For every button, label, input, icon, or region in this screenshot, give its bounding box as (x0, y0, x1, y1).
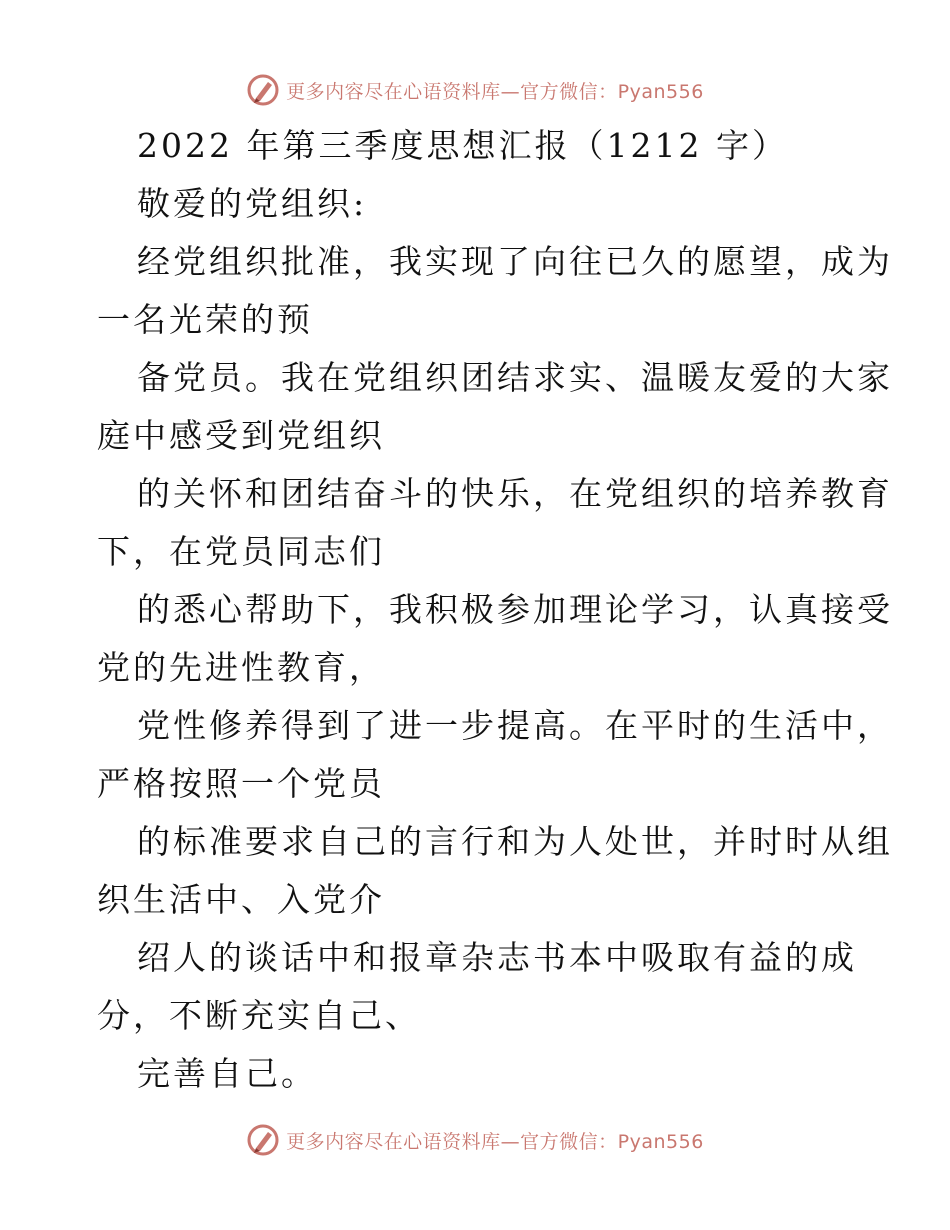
text-line: 严格按照一个党员 (97, 764, 385, 803)
document-body (97, 117, 893, 1103)
banner-text: 更多内容尽在心语资料库—官方微信：Pyan556 (286, 80, 704, 103)
header-banner (0, 70, 950, 110)
greeting: 敬爱的党组织: (137, 184, 368, 223)
pen-logo-icon (246, 73, 280, 107)
text-line: 庭中感受到党组织 (97, 416, 385, 455)
text-line: 备党员。我在党组织团结求实、温暖友爱的大家 (137, 358, 893, 397)
text-line: 经党组织批准，我实现了向往已久的愿望，成为 (137, 242, 893, 281)
text-line: 下，在党员同志们 (97, 532, 385, 571)
text-line: 完善自己。 (137, 1054, 317, 1093)
text-line: 织生活中、入党介 (97, 880, 385, 919)
text-line: 绍人的谈话中和报章杂志书本中吸取有益的成 (137, 938, 857, 977)
paragraph (97, 233, 893, 1103)
text-line: 的关怀和团结奋斗的快乐，在党组织的培养教育 (137, 474, 893, 513)
footer-banner (0, 1120, 950, 1160)
text-line: 分，不断充实自己、 (97, 996, 421, 1035)
pen-logo-icon (246, 1123, 280, 1157)
text-line: 的悉心帮助下，我积极参加理论学习，认真接受 (137, 590, 893, 629)
document-title: 2022 年第三季度思想汇报（1212 字） (137, 126, 788, 165)
text-line: 党性修养得到了进一步提高。在平时的生活中， (137, 706, 893, 745)
text-line: 的标准要求自己的言行和为人处世，并时时从组 (137, 822, 893, 861)
banner-text: 更多内容尽在心语资料库—官方微信：Pyan556 (286, 1130, 704, 1153)
text-line: 一名光荣的预 (97, 300, 313, 339)
text-line: 党的先进性教育， (97, 648, 385, 687)
